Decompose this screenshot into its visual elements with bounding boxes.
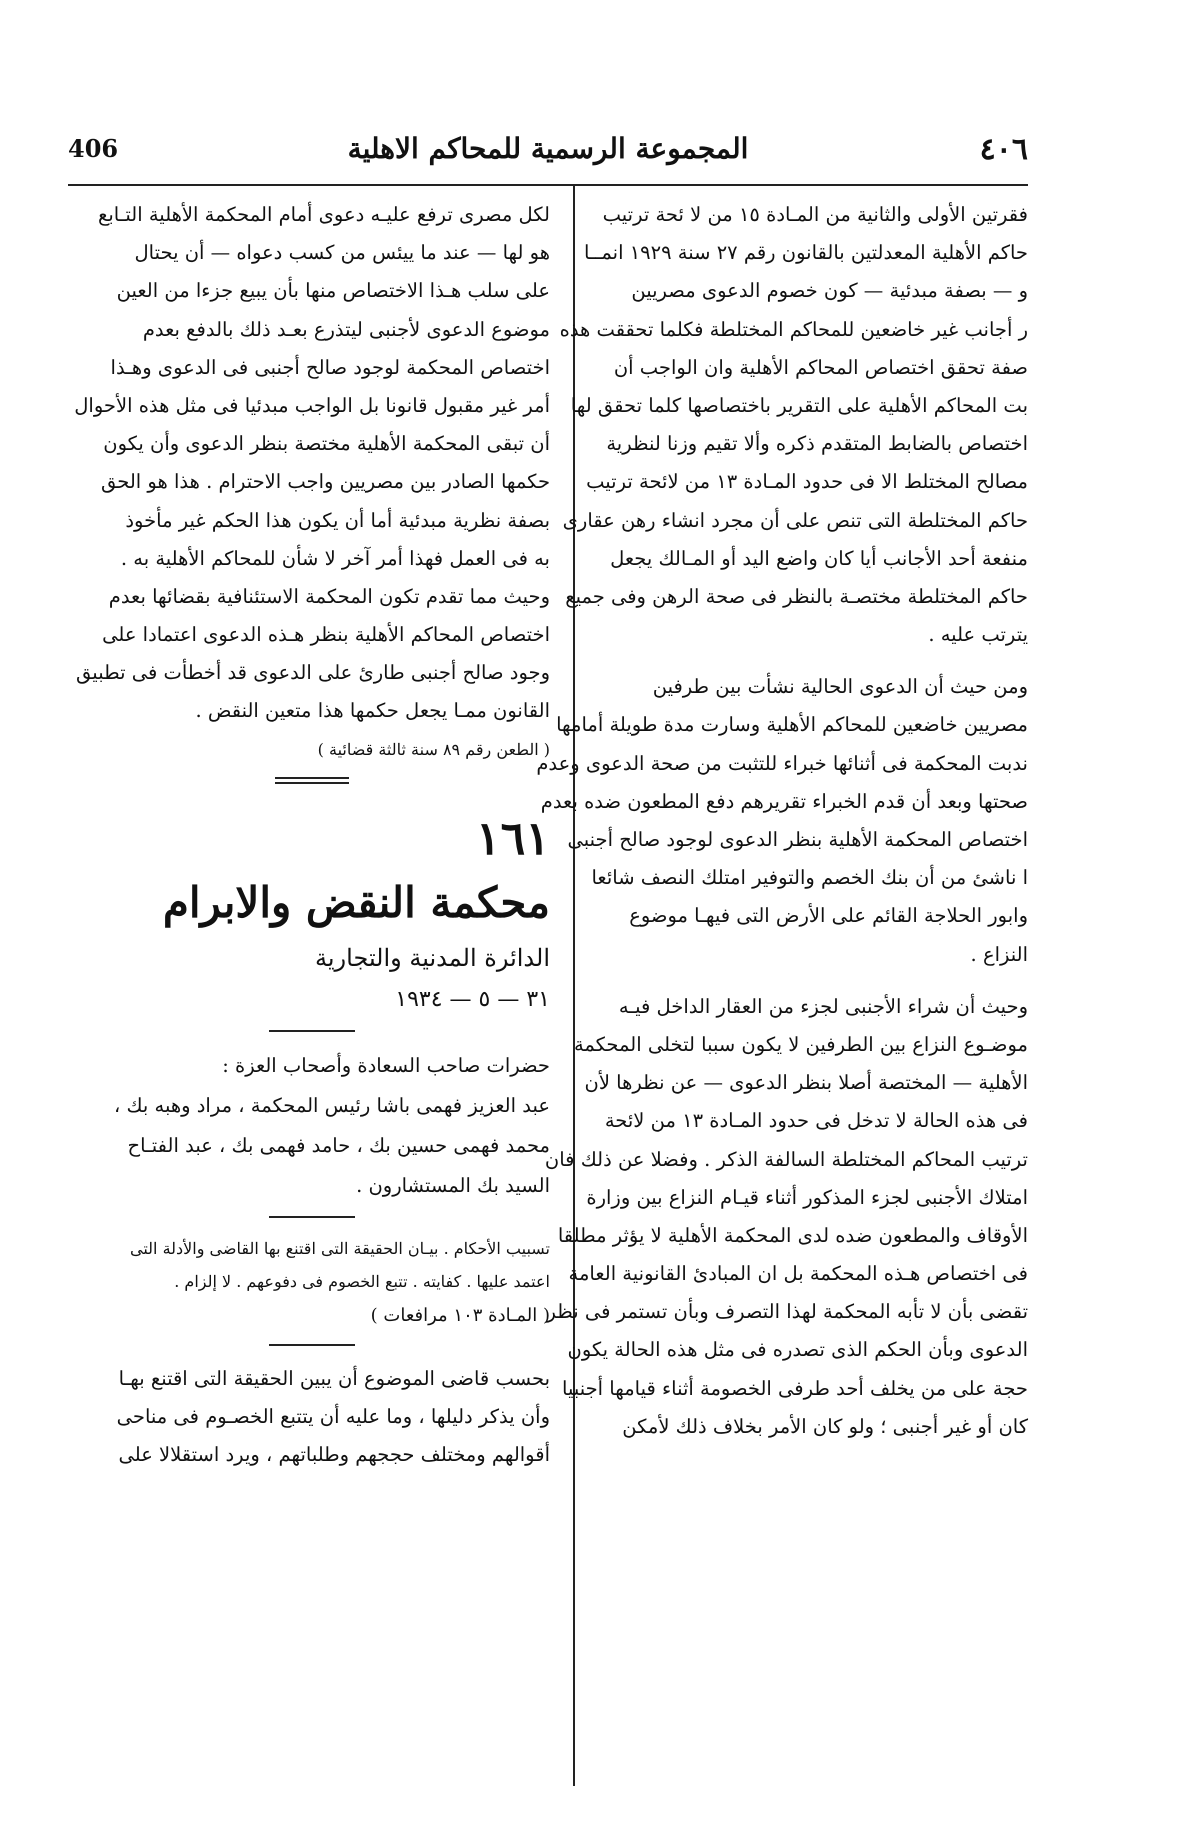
header-rule <box>68 184 1028 186</box>
text-line: الأهلية — المختصة أصلا بنظر الدعوى — عن نظرها لأن <box>584 1071 1028 1095</box>
text-line: وجود صالح أجنبى طارئ على الدعوى قد أخطأت فى تطبيق <box>76 661 550 685</box>
text-line: بصفة نظرية مبدئية أما أن يكون هذا الحكم غير مأخوذ <box>125 508 550 532</box>
text-line: فقرتين الأولى والثانية من المـادة ١٥ من لا ئحة ترتيب <box>602 203 1028 226</box>
text-line: مصريين خاضعين للمحاكم الأهلية وسارت مدة طويلة أمامها <box>556 713 1028 737</box>
text-line: وابور الحلاجة القائم على الأرض التى فيهـا موضوع <box>629 904 1028 928</box>
text-line: به فى العمل فهذا أمر آخر لا شأن للمحاكم الأهلية به . <box>120 546 550 570</box>
right-paragraph-2 <box>536 668 1028 974</box>
text-line: الدعوى وبأن الحكم الذى تصدره فى مثل هذه الحالة يكون <box>567 1338 1028 1362</box>
text-line: كان أو غير أجنبى ؛ ولو كان الأمر بخلاف ذلك لأمكن <box>622 1414 1028 1438</box>
text-line: ومن حيث أن الدعوى الحالية نشأت بين طرفين <box>652 675 1028 699</box>
text-line: النزاع . <box>970 942 1028 966</box>
text-line: لكل مصرى ترفع عليـه دعوى أمام المحكمة الأهلية التـابع <box>97 203 550 226</box>
double-rule <box>275 777 349 784</box>
section-rule <box>269 1344 355 1346</box>
text-line: موضـوع النزاع بين الطرفين لا يكون سببا لتخلى المحكمة <box>573 1032 1028 1056</box>
text-line: ترتيب المحاكم المختلطة السالفة الذكر . وفضلا عن ذلك فان <box>544 1147 1028 1171</box>
judges-list <box>74 1046 550 1206</box>
appeal-citation: ( الطعن رقم ٨٩ سنة ثالثة قضائية ) <box>317 739 550 759</box>
paragraph-gap <box>602 974 1028 988</box>
text-line: وحيث أن شراء الأجنبى لجزء من العقار الداخل فيـه <box>618 994 1028 1018</box>
case-number: ١٦١ <box>475 810 550 865</box>
text-line: حجة على من يخلف أحد طرفى الخصومة أثناء قيامها أجنبيا <box>562 1376 1028 1400</box>
right-column <box>536 196 1028 1446</box>
text-line: بحسب قاضى الموضوع أن يبين الحقيقة التى اقتنع بهـا <box>118 1366 550 1390</box>
text-line: صحتها وبعد أن قدم الخبراء تقريرهم دفع المطعون ضده بعدم <box>540 789 1028 813</box>
left-column <box>74 196 550 1474</box>
text-line: موضوع الدعوى لأجنبى ليتذرع بعـد ذلك بالدفع بعدم <box>142 317 550 341</box>
text-line: أقوالهم ومختلف حججهم وطلباتهم ، ويرد استقلالا على <box>118 1443 550 1466</box>
text-line: الأوقاف والمطعون ضده لدى المحكمة الأهلية لا يؤثر مطلقا <box>557 1223 1028 1247</box>
text-line: فى اختصاص هـذه المحكمة بل ان المبادئ القانونية العامة <box>568 1262 1028 1286</box>
judge-line: محمد فهمى حسين بك ، حامد فهمى بك ، عبد الفتـاح <box>127 1133 550 1157</box>
text-line: يترتب عليه . <box>928 623 1028 647</box>
text-line: اختصاص المحكمة الأهلية بنظر الدعوى لوجود صالح أجنبى <box>567 828 1028 851</box>
text-line: ندبت المحكمة فى أثنائها خبراء للتثبت من صحة الدعوى وعدم <box>536 751 1028 775</box>
section-rule <box>269 1216 355 1218</box>
column-divider <box>573 186 575 1786</box>
text-line: أمر غير مقبول قانونا بل الواجب مبدئيا فى مثل هذه الأحوال <box>74 393 550 417</box>
page-header <box>68 132 1028 172</box>
summary-line: اعتمد عليها . كفايته . تتبع الخصوم فى دفوعهم . لا إلزام . <box>174 1271 550 1291</box>
text-line: اختصاص المحاكم الأهلية بنظر هـذه الدعوى اعتمادا على <box>102 623 550 647</box>
text-line: حاكم الأهلية المعدلتين بالقانون رقم ٢٧ سنة ١٩٢٩ انمــا <box>584 241 1028 265</box>
paragraph-gap <box>602 654 1028 668</box>
article-reference: ( المـادة ١٠٣ مرافعات ) <box>370 1304 550 1326</box>
text-line: أن تبقى المحكمة الأهلية مختصة بنظر الدعوى وأن يكون <box>103 432 550 456</box>
right-paragraph-1 <box>559 196 1028 654</box>
page-number-arabic: ٤٠٦ <box>979 132 1028 167</box>
text-line: مصالح المختلط الا فى حدود المـادة ١٣ من لائحة ترتيب <box>586 470 1028 494</box>
text-line: حكمها الصادر بين مصريين واجب الاحترام . هذا هو الحق <box>100 470 550 494</box>
text-line: اختصاص بالضابط المتقدم ذكره وألا تقيم وزنا لنظرية <box>606 432 1028 456</box>
court-name: محكمة النقض والابرام <box>162 877 550 927</box>
judge-line: عبد العزيز فهمى باشا رئيس المحكمة ، مراد وهبه بك ، <box>113 1093 550 1117</box>
judge-line: حضرات صاحب السعادة وأصحاب العزة : <box>222 1053 550 1077</box>
text-line: منفعة أحد الأجانب أيا كان واضع اليد أو المـالك يجعل <box>610 546 1028 570</box>
decision-date: ٣١ — ٥ — ١٩٣٤ <box>395 986 550 1012</box>
summary-line: تسبيب الأحكام . بيـان الحقيقة التى اقتنع بها القاضى والأدلة التى <box>130 1238 550 1258</box>
text-line: فى هذه الحالة لا تدخل فى حدود المـادة ١٣ من لائحة <box>604 1109 1028 1133</box>
text-line: صفة تحقق اختصاص المحاكم الأهلية وان الواجب أن <box>613 355 1028 379</box>
section-rule <box>269 1030 355 1032</box>
text-line: ا ناشئ من أن بنك الخصم والتوفير امتلك النصف شائعا <box>591 866 1028 890</box>
text-line: ر أجانب غير خاضعين للمحاكم المختلطة فكلما تحققت هذه <box>559 317 1028 341</box>
text-line: تقضى بأن لا تأبه المحكمة لهذا التصرف وبأن تستمر فى نظر <box>546 1300 1028 1324</box>
text-line: اختصاص المحكمة لوجود صالح أجنبى فى الدعوى وهـذا <box>110 355 550 379</box>
text-line: حاكم المختلطة مختصـة بالنظر فى صحة الرهن وفى جميع <box>565 584 1028 608</box>
text-line: وحيث مما تقدم تكون المحكمة الاستئنافية بقضائها بعدم <box>108 584 550 608</box>
text-line: بت المحاكم الأهلية على التقرير باختصاصها كلما تحقق لها <box>570 393 1028 417</box>
text-line: امتلاك الأجنبى لجزء المذكور أثناء قيـام النزاع بين وزارة <box>586 1185 1028 1209</box>
text-line: و — بصفة مبدئية — كون خصوم الدعوى مصريين <box>631 279 1028 303</box>
running-title: المجموعة الرسمية للمحاكم الاهلية <box>347 132 749 165</box>
page-number-latin: 406 <box>68 134 119 163</box>
headnote-summary <box>74 1232 550 1298</box>
circuit-name: الدائرة المدنية والتجارية <box>315 943 550 972</box>
text-line: وأن يذكر دليلها ، وما عليه أن يتتبع الخصـوم فى مناحى <box>116 1404 550 1428</box>
judge-line: السيد بك المستشارون . <box>356 1173 550 1197</box>
left-paragraph-1 <box>74 196 550 578</box>
text-line: القانون ممـا يجعل حكمها هذا متعين النقض . <box>195 699 550 723</box>
right-paragraph-3 <box>544 988 1028 1446</box>
left-paragraph-3 <box>74 1360 550 1475</box>
text-line: هو لها — عند ما ييئس من كسب دعواه — أن يحتال <box>134 241 550 265</box>
left-paragraph-2 <box>74 578 550 731</box>
text-line: على سلب هـذا الاختصاص منها بأن يبيع جزءا من العين <box>116 279 550 303</box>
text-line: حاكم المختلطة التى تنص على أن مجرد انشاء رهن عقارى <box>562 508 1028 532</box>
